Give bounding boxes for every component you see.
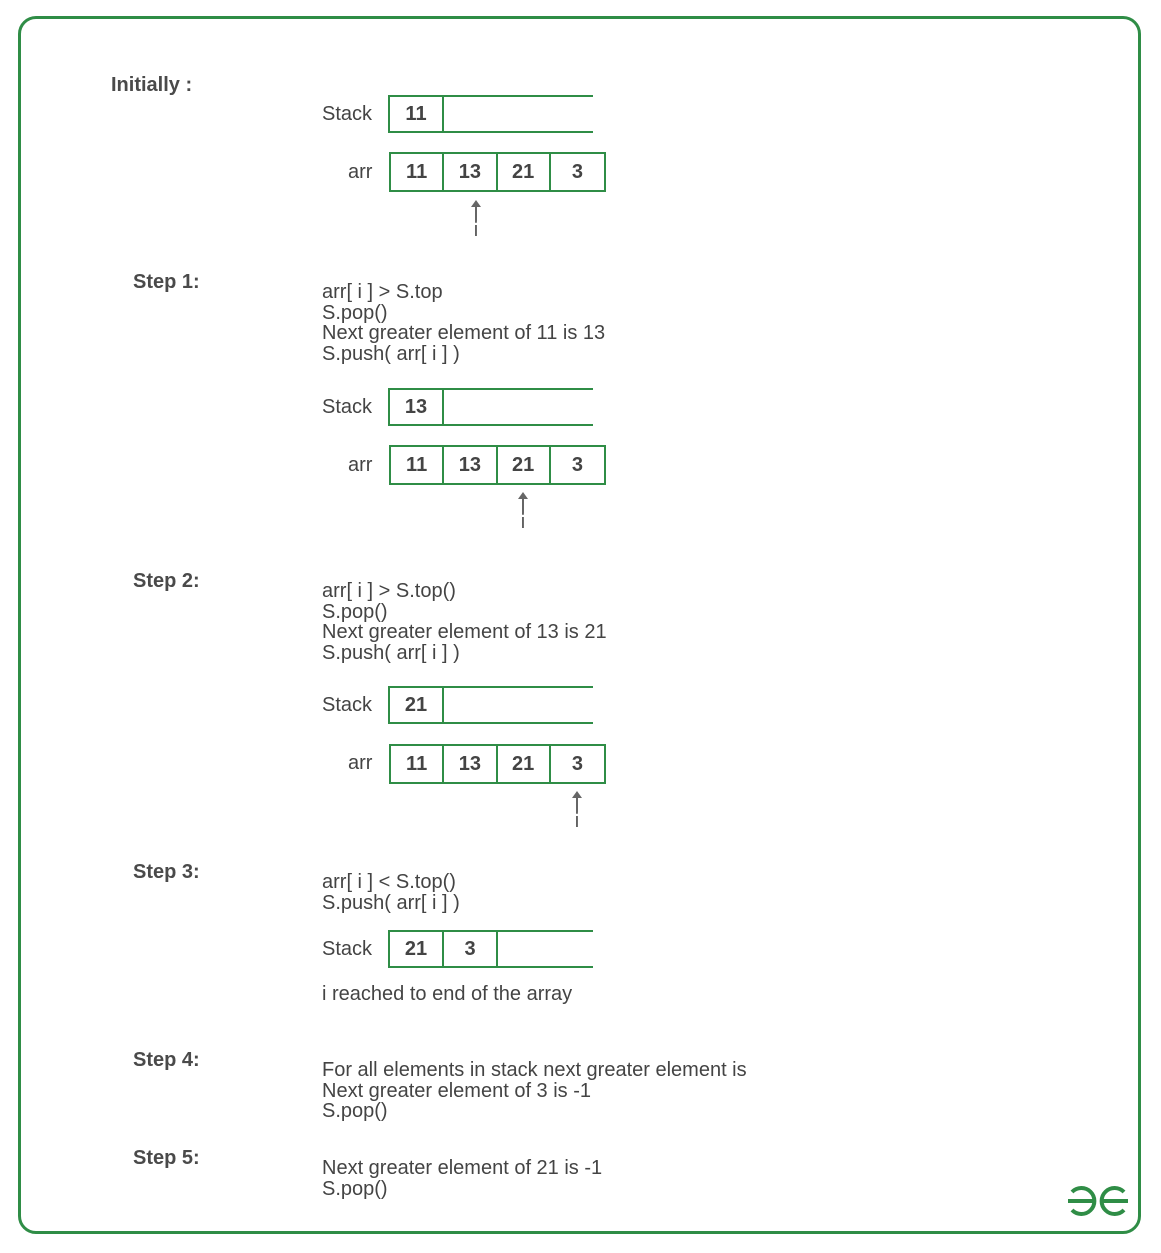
stack-box — [388, 686, 593, 724]
pointer-label: i — [520, 511, 526, 533]
arr-label: arr — [348, 752, 373, 774]
stack-label: Stack — [322, 938, 373, 960]
step-line: For all elements in stack next greater element is — [322, 1059, 747, 1081]
step-title-initially: Initially : — [111, 74, 193, 96]
step-line: arr[ i ] > S.top — [322, 281, 443, 303]
array-cell: 11 — [391, 154, 444, 190]
array-box — [389, 152, 606, 192]
array-cell: 3 — [571, 752, 583, 775]
step-4-lines — [322, 1060, 747, 1122]
pointer-label: i — [574, 810, 580, 832]
stack-cell: 21 — [390, 932, 444, 966]
array-cell: 21 — [498, 746, 551, 782]
step-line: Next greater element of 3 is -1 — [322, 1079, 592, 1102]
array-cell: 13 — [444, 154, 497, 190]
array-cell: 13 — [444, 447, 497, 483]
step-line: Next greater element of 11 is 13 — [322, 322, 606, 345]
step-5-lines — [322, 1158, 602, 1199]
array-cell: 13 — [444, 746, 497, 782]
step-3-note: i reached to end of the array — [322, 983, 573, 1005]
stack-cell: 21 — [390, 688, 444, 722]
stack-box — [388, 388, 593, 426]
array-cell: 21 — [498, 154, 551, 190]
step-1-lines — [322, 282, 605, 365]
stack-label: Stack — [322, 103, 373, 125]
step-2-lines — [322, 581, 607, 664]
step-line: arr[ i ] < S.top() — [322, 871, 456, 893]
step-line: S.push( arr[ i ] ) — [322, 891, 460, 914]
stack-label: Stack — [322, 396, 373, 418]
array-cell: 11 — [391, 746, 444, 782]
step-title-5: Step 5: — [133, 1147, 200, 1169]
step-line: S.pop() — [322, 301, 388, 324]
stack-label: Stack — [322, 694, 373, 716]
stack-box — [388, 95, 593, 133]
step-3-lines — [322, 872, 460, 913]
array-box — [389, 445, 606, 485]
step-line: S.push( arr[ i ] ) — [322, 642, 460, 665]
step-title-1: Step 1: — [133, 271, 200, 293]
stack-cell: 3 — [444, 932, 498, 966]
arr-label: arr — [348, 161, 373, 183]
step-line: Next greater element of 21 is -1 — [322, 1157, 603, 1179]
step-title-4: Step 4: — [133, 1049, 200, 1071]
arr-label: arr — [348, 454, 373, 476]
stack-cell: 13 — [390, 390, 444, 424]
array-cell: 21 — [498, 447, 551, 483]
step-line: S.push( arr[ i ] ) — [322, 343, 460, 366]
step-line: Next greater element of 13 is 21 — [322, 621, 607, 644]
stack-box — [388, 930, 593, 968]
step-title-2: Step 2: — [133, 570, 200, 592]
array-cell: 11 — [391, 447, 444, 483]
step-title-3: Step 3: — [133, 861, 200, 883]
step-line: S.pop() — [322, 1177, 388, 1200]
step-line: S.pop() — [322, 600, 388, 623]
array-box — [389, 744, 606, 784]
gfg-logo-icon — [1066, 1183, 1130, 1219]
array-cell: 3 — [571, 453, 583, 476]
step-line: arr[ i ] > S.top() — [322, 580, 456, 602]
pointer-label: i — [473, 219, 479, 241]
stack-cell: 11 — [390, 97, 444, 131]
array-cell: 3 — [571, 160, 583, 183]
step-line: S.pop() — [322, 1100, 388, 1123]
